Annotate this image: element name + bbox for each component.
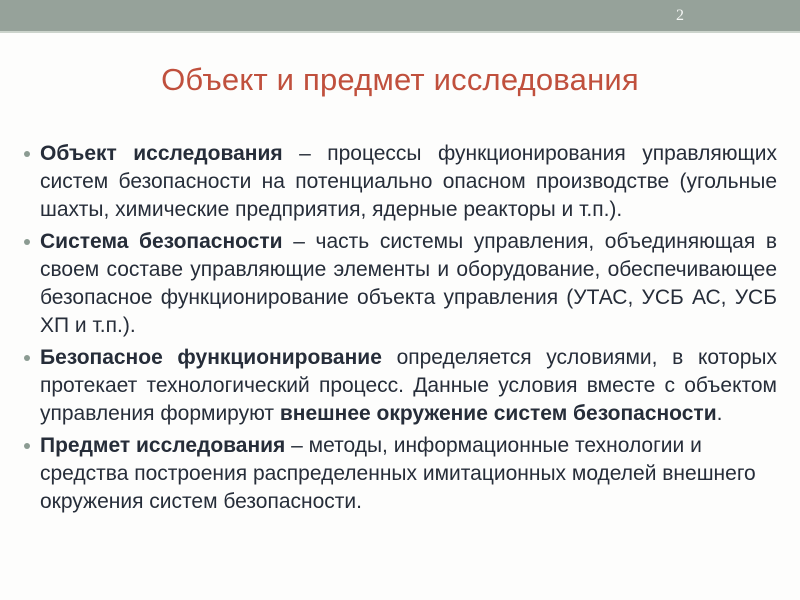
bullet-item-object-of-research [22,140,777,224]
bullet-lead-in: Объект исследования [40,142,283,165]
bullet-emphasis: внешнее окружение систем безопасности [279,402,717,425]
bullet-item-safe-operation [22,344,777,428]
bullet-icon [24,151,30,157]
bullet-text: – методы, информационные технологии и средства построения распределенных имитационных моделей внешнего окружения систем безопасности. [40,434,756,513]
bullet-lead-in: Предмет исследования [40,434,286,457]
bullet-icon [24,239,30,245]
bullet-icon [24,355,30,361]
bullet-icon [24,443,30,449]
bullet-text: – процессы функционирования управляющих систем безопасности на потенциально опасном производстве (угольные шахты, химические предприятия, ядерные реакторы и т.п.). [40,142,777,221]
page-number: 2 [676,7,684,24]
bullet-text: – часть системы управления, объединяющая в своем составе управляющие элементы и оборудование, обеспечивающее безопасное функционирование объекта управления (УТАС, УСБ АС, УСБ ХП и т.п.). [40,230,777,337]
bullet-lead-in: Система безопасности [40,230,283,253]
slide-title: Объект и предмет исследования [161,62,639,97]
slide-header-bar [0,0,800,33]
bullet-text: определяется условиями, в которых протекает технологический процесс. Данные условия вместе с объектом управления формируют [40,346,777,425]
bullet-lead-in: Безопасное функционирование [40,346,382,369]
bullet-item-subject-of-research [22,432,777,516]
bullet-list [22,140,777,520]
bullet-text: . [716,402,723,425]
bullet-item-security-system [22,228,777,340]
